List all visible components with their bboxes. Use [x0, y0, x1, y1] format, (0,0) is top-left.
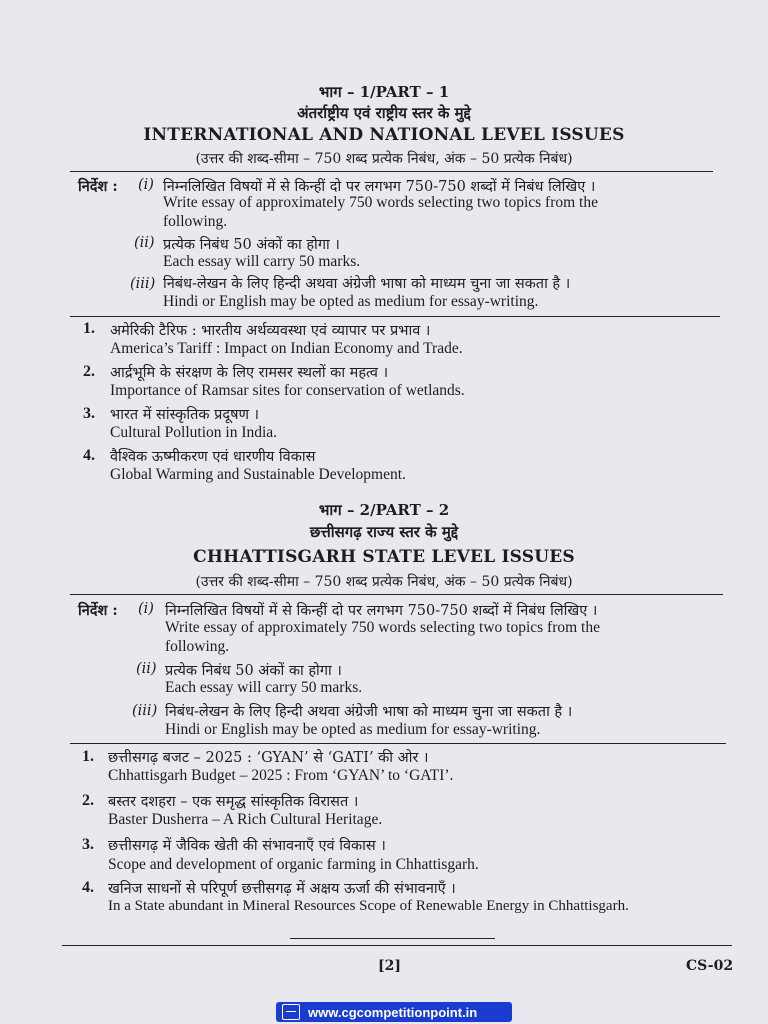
footer-divider [62, 945, 732, 946]
instruction-number: (iii) [130, 276, 156, 292]
divider [70, 743, 726, 744]
topic-hindi: बस्तर दशहरा – एक समृद्ध सांस्कृतिक विरासत । [108, 794, 359, 810]
part1-word-limit: (उत्तर की शब्द-सीमा – 750 शब्द प्रत्येक निबंध, अंक – 50 प्रत्येक निबंध) [195, 151, 573, 167]
instruction-number: (ii) [134, 235, 155, 251]
watermark-text: www.cgcompetitionpoint.in [308, 1004, 478, 1020]
topic-english: America’s Tariff : Impact on Indian Economy and Trade. [110, 340, 463, 357]
topic-hindi: अमेरिकी टैरिफ : भारतीय अर्थव्यवस्था एवं व्यापार पर प्रभाव । [110, 323, 431, 339]
part1-title-english: INTERNATIONAL AND NATIONAL LEVEL ISSUES [143, 125, 625, 145]
topic-hindi: छत्तीसगढ़ में जैविक खेती की संभावनाएँ एवं विकास । [108, 838, 386, 854]
instruction-english: Hindi or English may be opted as medium for essay-writing. [163, 293, 539, 310]
topic-english: In a State abundant in Mineral Resources Scope of Renewable Energy in Chhattisgarh. [108, 898, 629, 914]
instruction-english: Hindi or English may be opted as medium for essay-writing. [165, 721, 541, 738]
instruction-number: (i) [138, 601, 154, 617]
part1-title-hindi: अंतर्राष्ट्रीय एवं राष्ट्रीय स्तर के मुद्दे [297, 104, 471, 122]
instruction-hindi: निबंध-लेखन के लिए हिन्दी अथवा अंग्रेजी भाषा को माध्यम चुना जा सकता है । [163, 276, 571, 292]
topic-hindi: भारत में सांस्कृतिक प्रदूषण । [110, 407, 260, 423]
instruction-hindi: निम्नलिखित विषयों में से किन्हीं दो पर लगभग 750-750 शब्दों में निबंध लिखिए । [163, 179, 596, 195]
topic-hindi: खनिज साधनों से परिपूर्ण छत्तीसगढ़ में अक्षय ऊर्जा की संभावनाएँ । [108, 881, 456, 897]
instruction-hindi: प्रत्येक निबंध 50 अंकों का होगा । [165, 663, 342, 679]
page-number: [2] [378, 958, 401, 974]
topic-number: 1. [82, 748, 94, 765]
topic-english: Scope and development of organic farming in Chhattisgarh. [108, 856, 479, 873]
topic-hindi: आर्द्रभूमि के संरक्षण के लिए रामसर स्थलों का महत्व । [110, 365, 389, 381]
topic-number: 3. [83, 405, 95, 422]
instruction-english: Write essay of approximately 750 words selecting two topics from the [165, 619, 600, 636]
website-watermark[interactable] [276, 1002, 512, 1022]
topic-number: 2. [82, 792, 94, 809]
instruction-english-cont: following. [165, 638, 230, 655]
topic-number: 4. [83, 447, 95, 464]
instruction-english: Write essay of approximately 750 words selecting two topics from the [163, 194, 598, 211]
divider [70, 316, 720, 317]
topic-number: 1. [83, 320, 95, 337]
topic-english: Importance of Ramsar sites for conservation of wetlands. [110, 382, 465, 399]
instruction-english: Each essay will carry 50 marks. [165, 679, 363, 696]
part2-title-hindi: छत्तीसगढ़ राज्य स्तर के मुद्दे [309, 523, 459, 541]
instruction-english-cont: following. [163, 213, 228, 230]
end-short-line [290, 938, 495, 939]
instruction-number: (i) [138, 177, 154, 193]
instruction-hindi: निम्नलिखित विषयों में से किन्हीं दो पर लगभग 750-750 शब्दों में निबंध लिखिए । [165, 603, 598, 619]
instruction-hindi: निबंध-लेखन के लिए हिन्दी अथवा अंग्रेजी भाषा को माध्यम चुना जा सकता है । [165, 704, 573, 720]
topic-hindi: वैश्विक ऊष्मीकरण एवं धारणीय विकास [110, 449, 316, 465]
laptop-icon [282, 1004, 300, 1020]
topic-hindi: छत्तीसगढ़ बजट – 2025 : ‘GYAN’ से ‘GATI’ की ओर । [108, 750, 429, 766]
divider [70, 171, 713, 172]
topic-english: Cultural Pollution in India. [110, 424, 278, 441]
topic-english: Global Warming and Sustainable Development. [110, 466, 406, 483]
part1-instructions-label: निर्देश : [78, 178, 118, 195]
topic-english: Chhattisgarh Budget – 2025 : From ‘GYAN’ to ‘GATI’. [108, 767, 454, 784]
topic-number: 4. [82, 879, 94, 896]
topic-number: 3. [82, 836, 94, 853]
part2-instructions-label: निर्देश : [78, 602, 118, 619]
part2-title-english: CHHATTISGARH STATE LEVEL ISSUES [193, 547, 575, 567]
topic-english: Baster Dusherra – A Rich Cultural Heritage. [108, 811, 383, 828]
part1-heading: भाग – 1/PART – 1 [318, 83, 450, 101]
instruction-number: (iii) [132, 703, 158, 719]
divider [70, 594, 723, 595]
instruction-number: (ii) [136, 661, 157, 677]
paper-code: CS-02 [686, 958, 734, 974]
instruction-hindi: प्रत्येक निबंध 50 अंकों का होगा । [163, 237, 340, 253]
part2-heading: भाग – 2/PART – 2 [318, 501, 450, 519]
topic-number: 2. [83, 363, 95, 380]
instruction-english: Each essay will carry 50 marks. [163, 253, 361, 270]
part2-word-limit: (उत्तर की शब्द-सीमा – 750 शब्द प्रत्येक निबंध, अंक – 50 प्रत्येक निबंध) [195, 574, 573, 590]
